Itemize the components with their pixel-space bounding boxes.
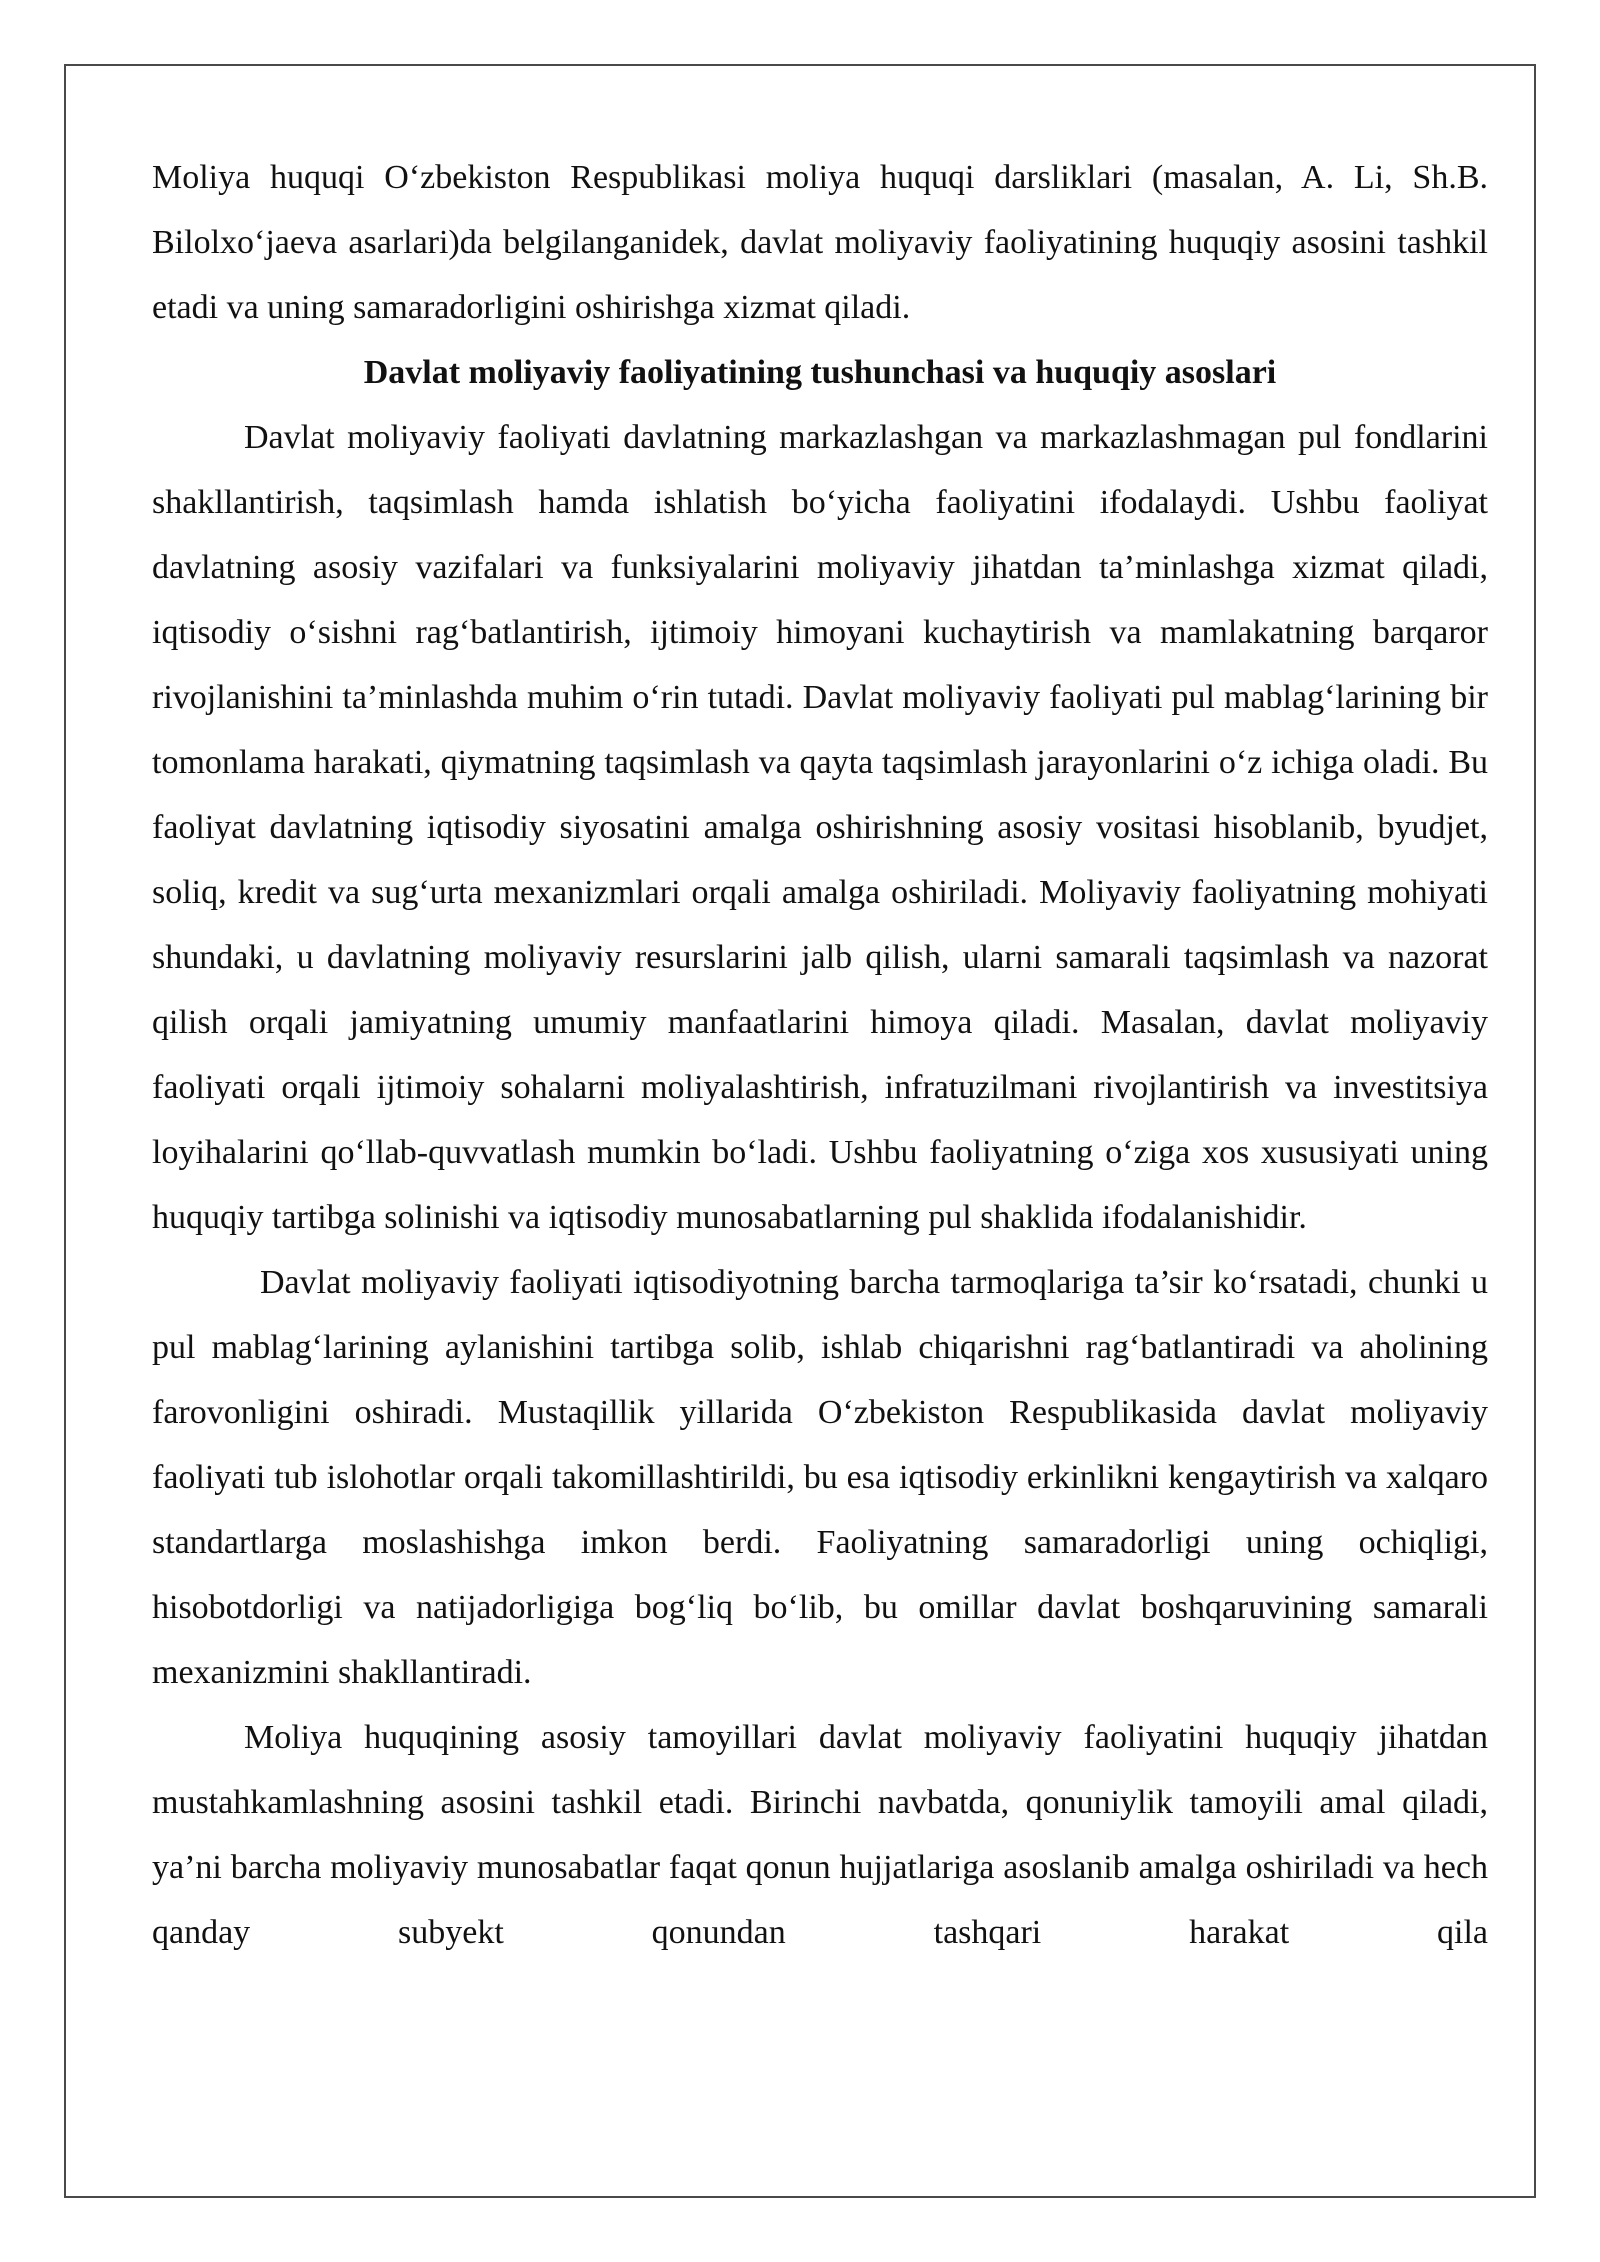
- intro-paragraph: Moliya huquqi O‘zbekiston Respublikasi moliya huquqi darsliklari (masalan, A. Li, Sh.B. Bilolxo‘jaeva asarlari)da belgilanganidek, davlat moliyaviy faoliyatining huquqiy asosini tashkil etadi va uning samaradorligini oshirishga xizmat qiladi.: [152, 159, 1488, 326]
- paragraph-1: Davlat moliyaviy faoliyati davlatning markazlashgan va markazlashmagan pul fondlarini shakllantirish, taqsimlash hamda ishlatish bo‘yicha faoliyatini ifodalaydi. Ushbu faoliyat davlatning asosiy vazifalari va funksiyalarini moliyaviy jihatdan ta’minlashga xizmat qiladi, iqtisodiy o‘sishni rag‘batlantirish, ijtimoiy himoyani kuchaytirish va mamlakatning barqaror rivojlanishini ta’minlashda muhim o‘rin tutadi. Davlat moliyaviy faoliyati pul mablag‘larining bir tomonlama harakati, qiymatning taqsimlash va qayta taqsimlash jarayonlarini o‘z ichiga oladi. Bu faoliyat davlatning iqtisodiy siyosatini amalga oshirishning asosiy vositasi hisoblanib, byudjet, soliq, kredit va sug‘urta mexanizmlari orqali amalga oshiriladi. Moliyaviy faoliyatning mohiyati shundaki, u davlatning moliyaviy resurslarini jalb qilish, ularni samarali taqsimlash va nazorat qilish orqali jamiyatning umumiy manfaatlarini himoya qiladi. Masalan, davlat moliyaviy faoliyati orqali ijtimoiy sohalarni moliyalashtirish, infratuzilmani rivojlantirish va investitsiya loyihalarini qo‘llab-quvvatlash mumkin bo‘ladi. Ushbu faoliyatning o‘ziga xos xususiyati uning huquqiy tartibga solinishi va iqtisodiy munosabatlarning pul shaklida ifodalanishidir.: [152, 419, 1488, 1236]
- paragraph-2: Davlat moliyaviy faoliyati iqtisodiyotning barcha tarmoqlariga ta’sir ko‘rsatadi, chunki u pul mablag‘larining aylanishini tartibga solib, ishlab chiqarishni rag‘batlantiradi va aholining farovonligini oshiradi. Mustaqillik yillarida O‘zbekiston Respublikasida davlat moliyaviy faoliyati tub islohotlar orqali takomillashtirildi, bu esa iqtisodiy erkinlikni kengaytirish va xalqaro standartlarga moslashishga imkon berdi. Faoliyatning samaradorligi uning ochiqligi, hisobotdorligi va natijadorligiga bog‘liq bo‘lib, bu omillar davlat boshqaruvining samarali mexanizmini shakllantiradi.: [152, 1264, 1488, 1691]
- paragraph-3: Moliya huquqining asosiy tamoyillari davlat moliyaviy faoliyatini huquqiy jihatdan mustahkamlashning asosini tashkil etadi. Birinchi navbatda, qonuniylik tamoyili amal qiladi, ya’ni barcha moliyaviy munosabatlar faqat qonun hujjatlariga asoslanib amalga oshiriladi va hech qanday subyekt qonundan tashqari harakat qila: [152, 1719, 1488, 1951]
- document-body: [152, 145, 1488, 1965]
- section-heading: Davlat moliyaviy faoliyatining tushunchasi va huquqiy asoslari: [363, 354, 1277, 391]
